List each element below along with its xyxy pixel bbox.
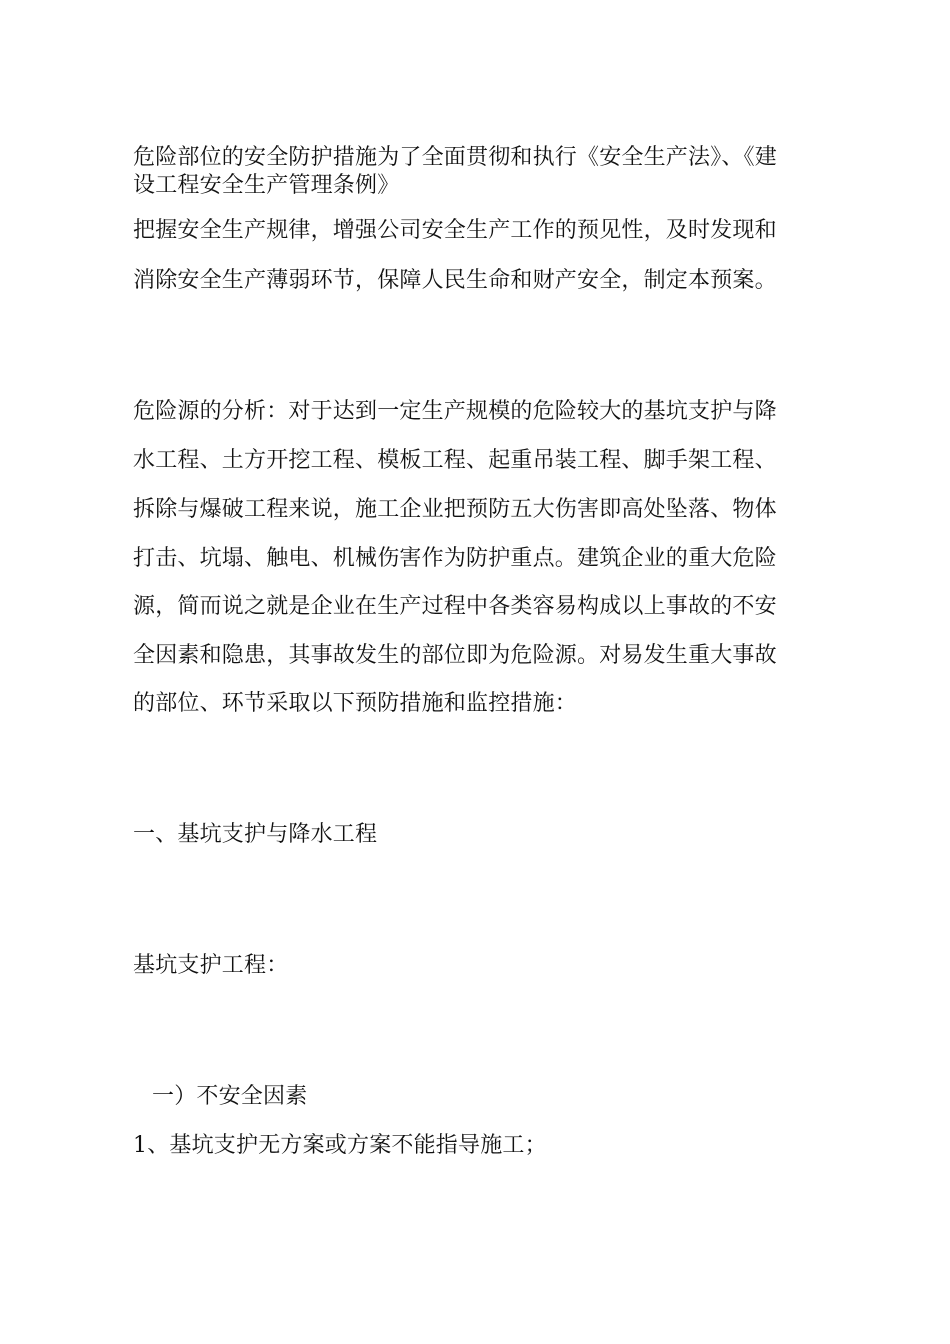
analysis-line-2: 水工程、土方开挖工程、模板工程、起重吊装工程、脚手架工程、	[133, 448, 777, 473]
intro-line-1: 危险部位的安全防护措施为了全面贯彻和执行《安全生产法》、《建	[133, 145, 778, 170]
analysis-line-5: 源，简而说之就是企业在生产过程中各类容易构成以上事故的不安	[133, 594, 777, 619]
analysis-line-6: 全因素和隐患，其事故发生的部位即为危险源。对易发生重大事故	[133, 643, 777, 668]
intro-line-4: 消除安全生产薄弱环节，保障人民生命和财产安全，制定本预案。	[133, 268, 777, 293]
section-heading: 一、基坑支护与降水工程	[133, 822, 378, 847]
analysis-line-4: 打击、坑塌、触电、机械伤害作为防护重点。建筑企业的重大危险	[133, 546, 777, 571]
sub-item-heading: 一）不安全因素	[152, 1084, 308, 1109]
list-item-1: 1、基坑支护无方案或方案不能指导施工；	[133, 1133, 547, 1158]
subsection-heading: 基坑支护工程：	[133, 953, 289, 978]
analysis-line-3: 拆除与爆破工程来说，施工企业把预防五大伤害即高处坠落、物体	[133, 497, 777, 522]
analysis-line-7: 的部位、环节采取以下预防措施和监控措施：	[133, 691, 578, 716]
intro-line-3: 把握安全生产规律，增强公司安全生产工作的预见性，及时发现和	[133, 218, 777, 243]
analysis-line-1: 危险源的分析：对于达到一定生产规模的危险较大的基坑支护与降	[133, 399, 777, 424]
intro-line-2: 设工程安全生产管理条例》	[133, 173, 400, 198]
